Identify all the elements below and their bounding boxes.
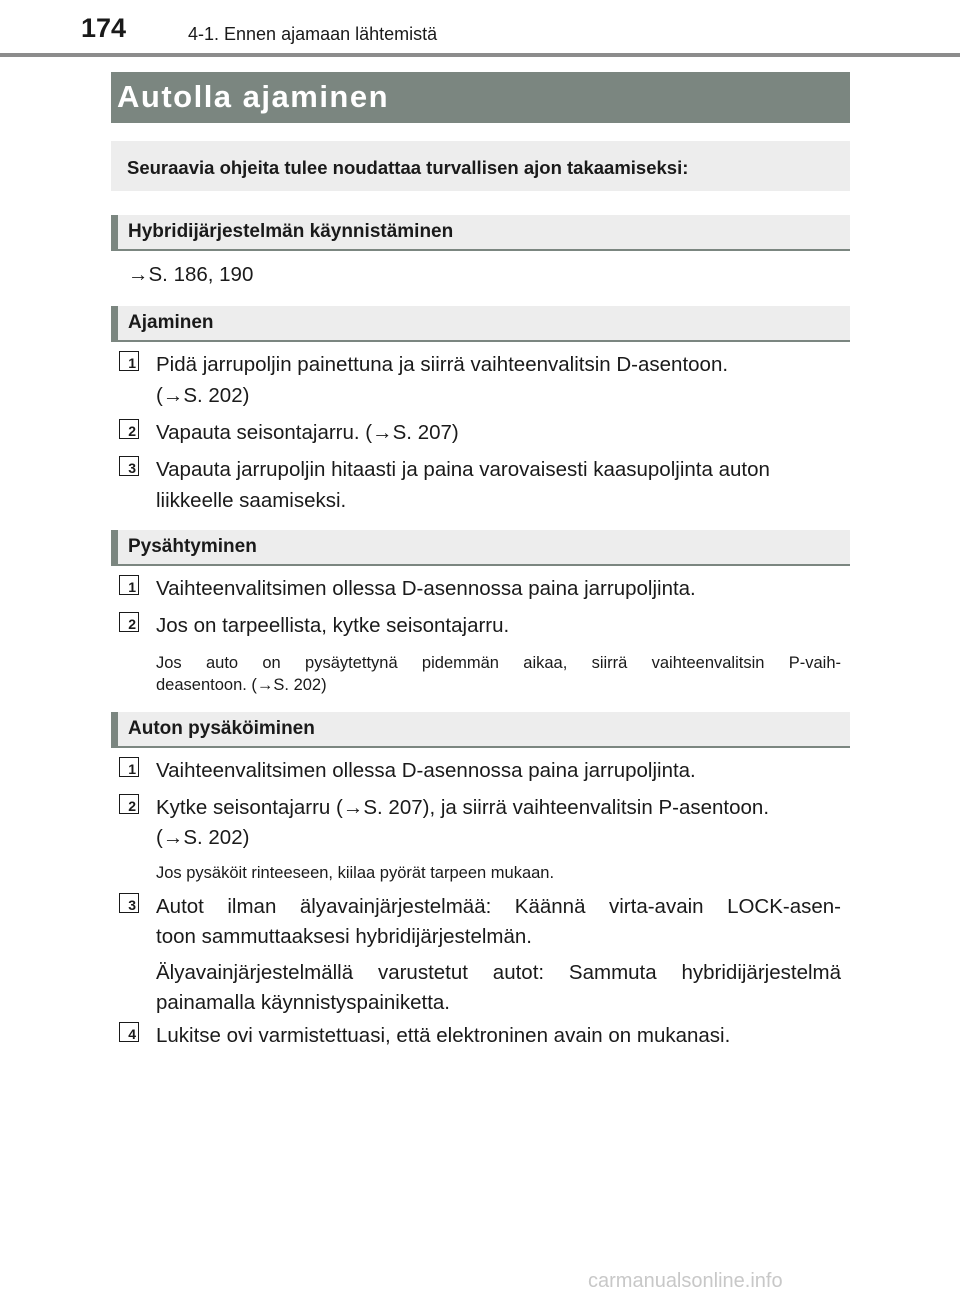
step-text: Vapauta seisontajarru. (→S. 207) (156, 421, 459, 444)
section-heading-text: Hybridijärjestelmän käynnistäminen (128, 221, 454, 242)
section-marker (111, 530, 118, 564)
section-heading-stopping (111, 530, 850, 566)
section-marker (111, 306, 118, 340)
step-text: Autot ilman älyavainjärjestelmää: Käännä virta-avain LOCK-asen- (156, 895, 841, 918)
step-text: liikkeelle saamiseksi. (156, 489, 347, 512)
step-number-box (119, 456, 139, 476)
step-number: 2 (128, 423, 136, 439)
step-number-box (119, 1022, 139, 1042)
step-number-box (119, 612, 139, 632)
page-title-bar (111, 72, 850, 123)
step-number: 1 (128, 355, 136, 371)
section-heading-text: Ajaminen (128, 312, 214, 333)
step-text: Pidä jarrupoljin painettuna ja siirrä vaihteenvalitsin D-asentoon. (156, 353, 729, 376)
step-number: 2 (128, 616, 136, 632)
step-number-box (119, 575, 139, 595)
section-heading-text: Auton pysäköiminen (128, 718, 315, 739)
step-text: Vaihteenvalitsimen ollessa D-asennossa paina jarrupoljinta. (156, 577, 696, 600)
note-text: deasentoon. (→S. 202) (156, 676, 327, 694)
section-heading-driving (111, 306, 850, 342)
intro-box (111, 141, 850, 191)
step-text: painamalla käynnistyspainiketta. (156, 991, 450, 1014)
step-text: (→S. 202) (156, 826, 250, 849)
step-text: Jos on tarpeellista, kytke seisontajarru. (156, 614, 510, 637)
step-text: Kytke seisontajarru (→S. 207), ja siirrä vaihteenvalitsin P-asentoon. (156, 796, 770, 819)
section-heading-start (111, 215, 850, 251)
intro-text: Seuraavia ohjeita tulee noudattaa turvallisen ajon takaamiseksi: (127, 157, 689, 178)
step-number: 3 (128, 897, 136, 913)
step-text: Vapauta jarrupoljin hitaasti ja paina varovaisesti kaasupoljinta auton (156, 458, 770, 481)
watermark: carmanualsonline.info (588, 1270, 783, 1292)
step-number-box (119, 893, 139, 913)
step-number-box (119, 757, 139, 777)
step-number-box (119, 419, 139, 439)
step-number-box (119, 794, 139, 814)
section-heading-parking (111, 712, 850, 748)
page-title: Autolla ajaminen (117, 79, 390, 114)
step-number: 3 (128, 460, 136, 476)
section-heading-text: Pysähtyminen (128, 536, 257, 557)
header-divider (0, 53, 960, 57)
step-number: 2 (128, 798, 136, 814)
step-text: (→S. 202) (156, 384, 250, 407)
note-text: Jos auto on pysäytettynä pidemmän aikaa, siirrä vaihteenvalitsin P-vaih- (156, 654, 841, 672)
section-marker (111, 215, 118, 249)
page-header (0, 0, 960, 60)
step-text: Vaihteenvalitsimen ollessa D-asennossa paina jarrupoljinta. (156, 759, 696, 782)
page-number: 174 (81, 13, 127, 43)
chapter-title: 4-1. Ennen ajamaan lähtemistä (188, 24, 438, 44)
page-reference: →S. 186, 190 (128, 263, 254, 286)
step-number: 4 (128, 1026, 136, 1042)
step-text: Lukitse ovi varmistettuasi, että elektroninen avain on mukanasi. (156, 1024, 731, 1047)
step-number: 1 (128, 761, 136, 777)
step-text: Älyavainjärjestelmällä varustetut autot: Sammuta hybridijärjestelmä (156, 961, 841, 984)
step-number: 1 (128, 579, 136, 595)
step-text: toon sammuttaaksesi hybridijärjestelmän. (156, 925, 532, 948)
section-marker (111, 712, 118, 746)
step-number-box (119, 351, 139, 371)
note-text: Jos pysäköit rinteeseen, kiilaa pyörät tarpeen mukaan. (156, 864, 555, 882)
